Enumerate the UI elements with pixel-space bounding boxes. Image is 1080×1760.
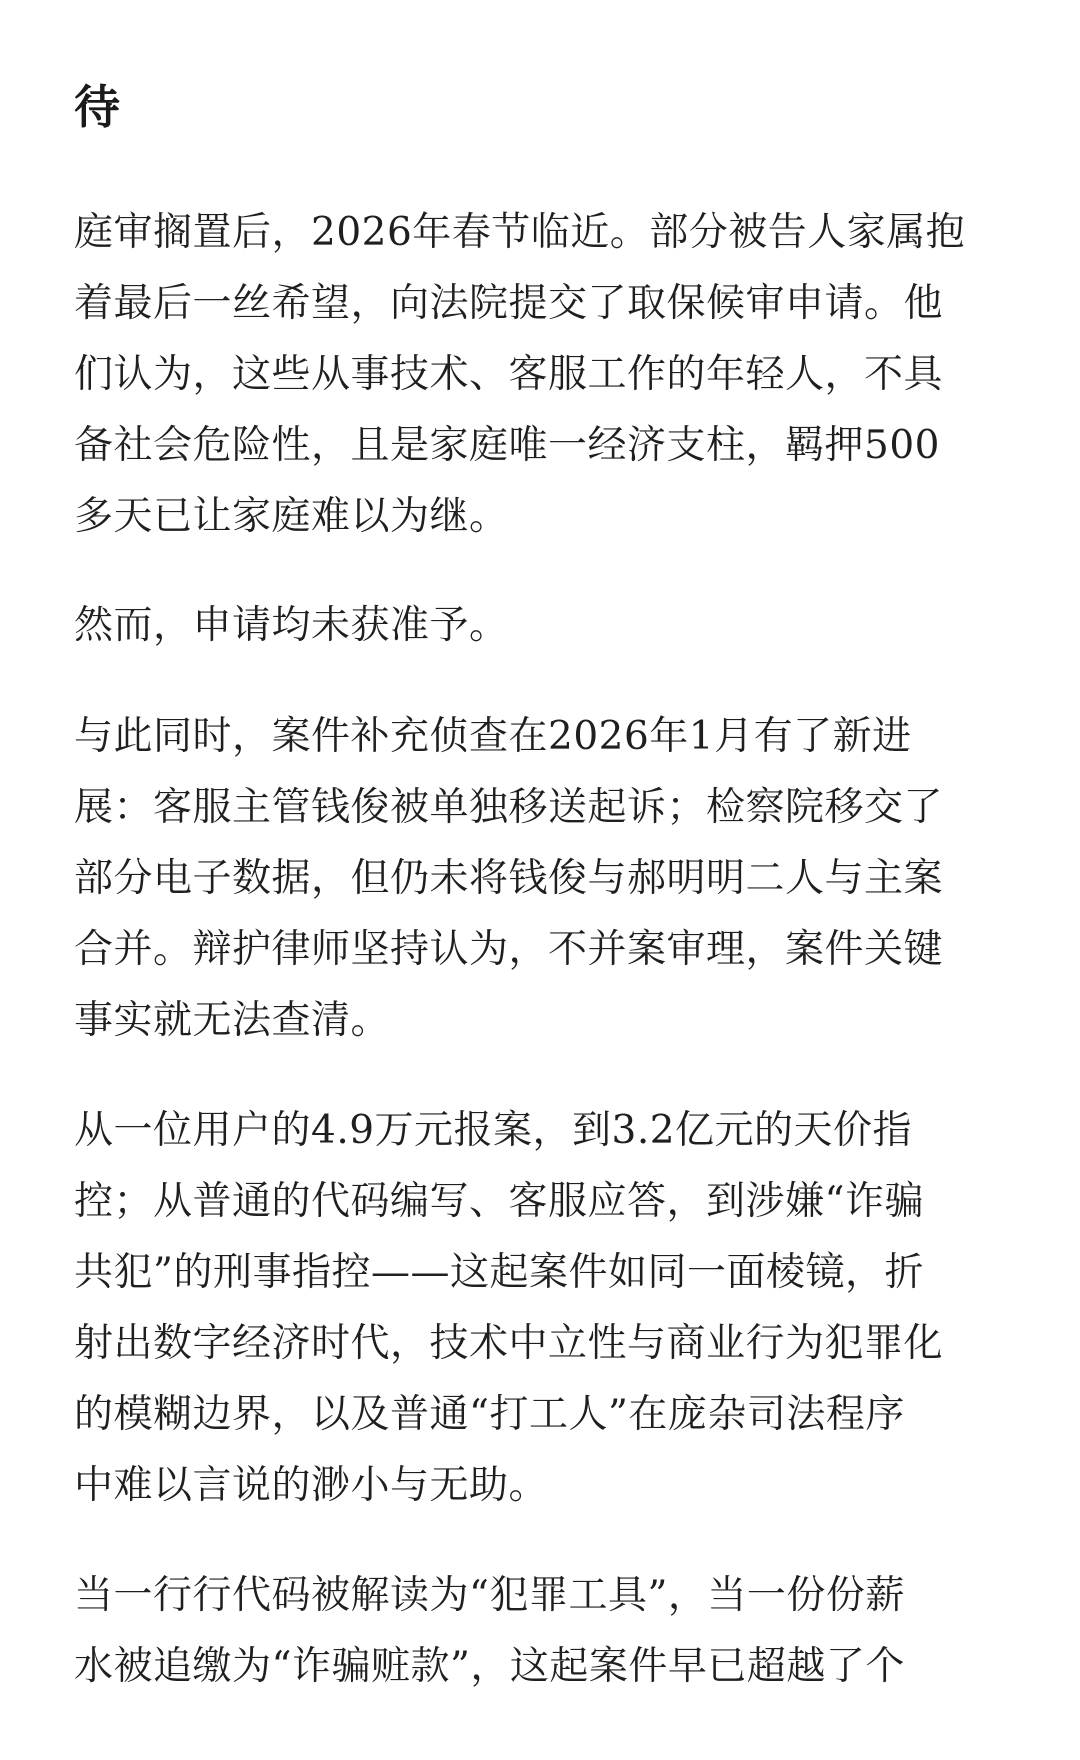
paragraph-1-line-2: 着最后一丝希望，向法院提交了取保候审申请。他 (74, 281, 944, 326)
paragraph-3-line-3: 部分电子数据，但仍未将钱俊与郝明明二人与主案 (74, 856, 944, 901)
paragraph-3-line-2: 展：客服主管钱俊被单独移送起诉；检察院移交了 (74, 785, 944, 830)
paragraph-1-line-3: 们认为，这些从事技术、客服工作的年轻人，不具 (74, 352, 944, 397)
paragraph-1-line-5: 多天已让家庭难以为继。 (74, 494, 509, 539)
paragraph-5-line-2: 水被追缴为“诈骗赃款”，这起案件早已超越了个 (74, 1644, 905, 1689)
paragraph-1-line-1: 庭审搁置后，2026年春节临近。部分被告人家属抱 (74, 210, 966, 255)
paragraph-4-line-5: 的模糊边界，以及普通“打工人”在庞杂司法程序 (74, 1392, 905, 1437)
paragraph-3-line-1: 与此同时，案件补充侦查在2026年1月有了新进 (74, 714, 912, 759)
paragraph-4-line-6: 中难以言说的渺小与无助。 (74, 1463, 549, 1508)
section-heading: 待 (74, 80, 120, 134)
paragraph-4-line-4: 射出数字经济时代，技术中立性与商业行为犯罪化 (74, 1321, 944, 1366)
paragraph-4-line-3: 共犯”的刑事指控——这起案件如同一面棱镜，折 (74, 1250, 924, 1295)
paragraph-3-line-5: 事实就无法查清。 (74, 998, 391, 1043)
paragraph-4-line-2: 控；从普通的代码编写、客服应答，到涉嫌“诈骗 (74, 1179, 924, 1224)
paragraph-3-line-4: 合并。辩护律师坚持认为，不并案审理，案件关键 (74, 927, 944, 972)
paragraph-5-line-1: 当一行行代码被解读为“犯罪工具”，当一份份薪 (74, 1573, 905, 1618)
paragraph-1-line-4: 备社会危险性，且是家庭唯一经济支柱，羁押500 (74, 423, 940, 468)
paragraph-2-line-1: 然而，申请均未获准予。 (74, 603, 509, 648)
paragraph-4-line-1: 从一位用户的4.9万元报案，到3.2亿元的天价指 (74, 1108, 913, 1153)
